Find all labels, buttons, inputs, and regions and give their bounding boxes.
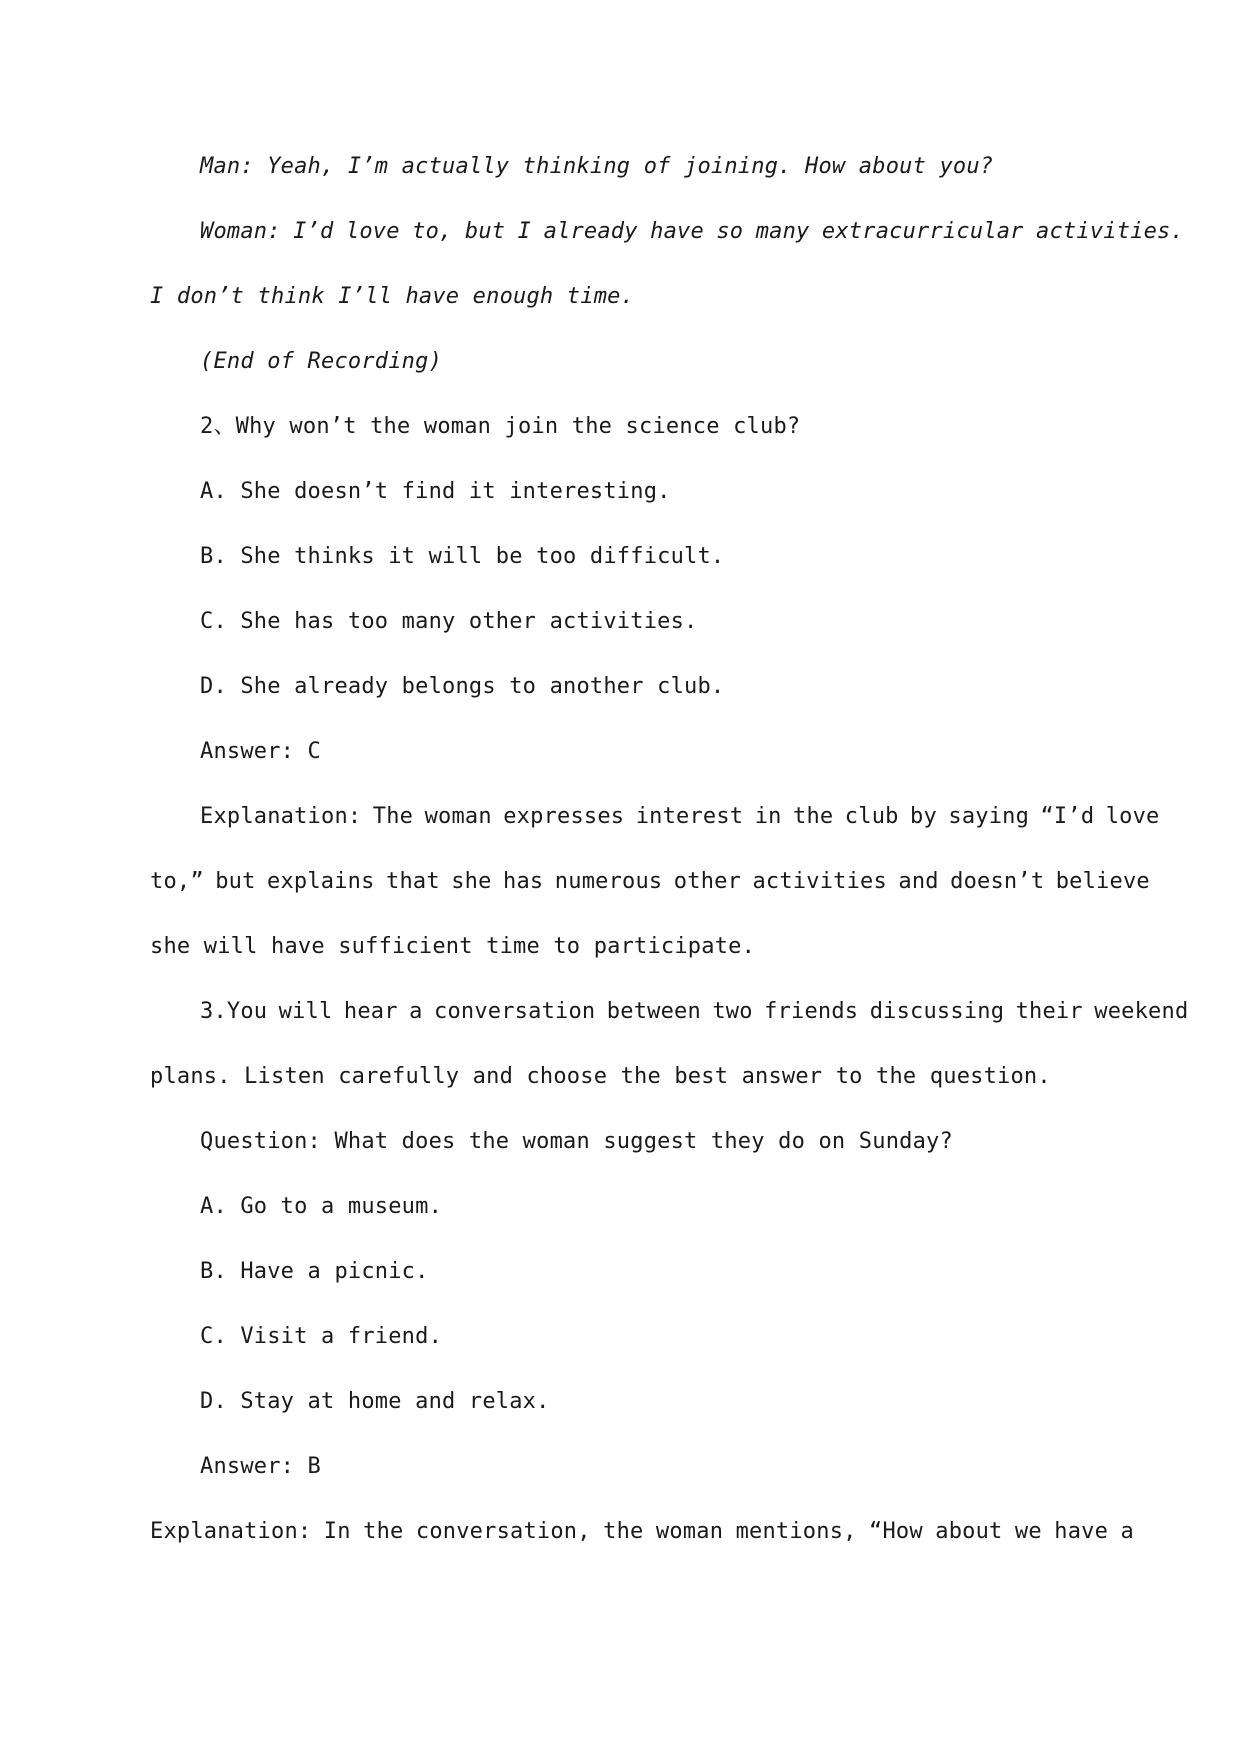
q3-option-a: A. Go to a museum. [200, 1194, 443, 1219]
question-3-intro-line-2: plans. Listen carefully and choose the best answer to the question. [150, 1064, 1051, 1089]
q3-answer: Answer: B [200, 1454, 322, 1479]
q2-option-a: A. She doesn’t find it interesting. [200, 479, 671, 504]
q2-answer: Answer: C [200, 739, 322, 764]
q3-explanation-line-1: Explanation: In the conversation, the woman mentions, “How about we have a [150, 1519, 1134, 1544]
q2-explanation-line-1: Explanation: The woman expresses interest in the club by saying “I’d love [200, 804, 1160, 829]
q2-explanation-line-2: to,” but explains that she has numerous other activities and doesn’t believe [150, 869, 1150, 894]
transcript-man-line: Man: Yeah, I’m actually thinking of joining. How about you? [200, 154, 994, 179]
q3-option-c: C. Visit a friend. [200, 1324, 443, 1349]
q2-option-c: C. She has too many other activities. [200, 609, 698, 634]
q2-option-b: B. She thinks it will be too difficult. [200, 544, 725, 569]
question-3: Question: What does the woman suggest they do on Sunday? [200, 1129, 953, 1154]
q3-option-b: B. Have a picnic. [200, 1259, 429, 1284]
q2-explanation-line-3: she will have sufficient time to participate. [150, 934, 756, 959]
question-3-intro-line-1: 3.You will hear a conversation between two friends discussing their weekend [200, 999, 1189, 1024]
transcript-woman-line-cont: I don’t think I’ll have enough time. [150, 284, 635, 309]
q3-option-d: D. Stay at home and relax. [200, 1389, 550, 1414]
transcript-woman-line: Woman: I’d love to, but I already have so many extracurricular activities. [200, 219, 1184, 244]
question-2: 2、Why won’t the woman join the science club? [200, 414, 801, 439]
q2-option-d: D. She already belongs to another club. [200, 674, 725, 699]
end-of-recording: (End of Recording) [200, 349, 443, 374]
